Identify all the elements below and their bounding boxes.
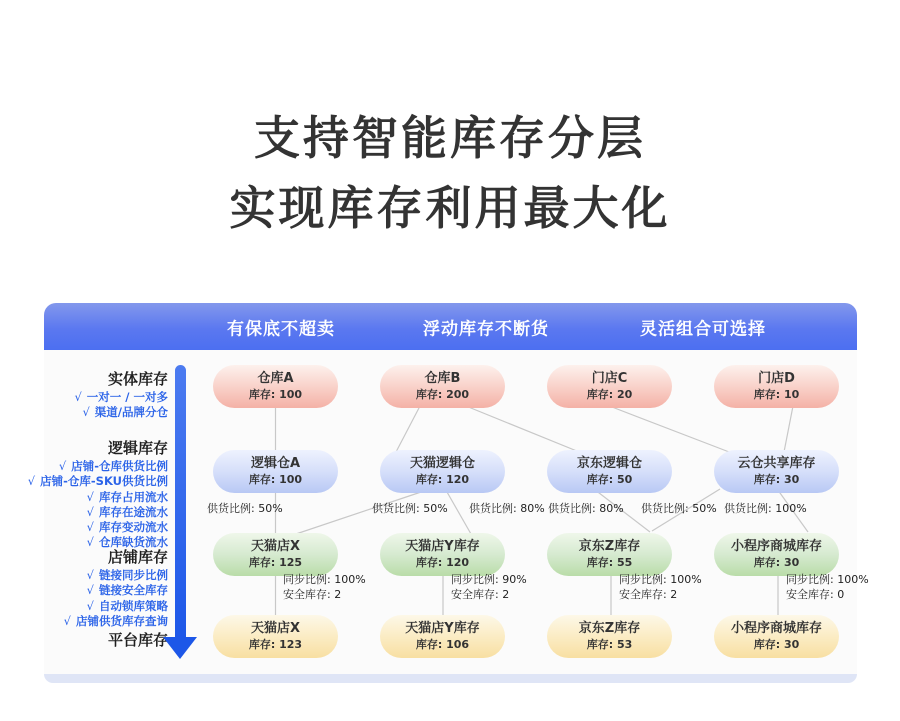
check-icon: √ — [86, 535, 94, 550]
node-platform-jd-z: 京东Z库存 库存: 53 — [547, 615, 672, 658]
sidebar-item: √ 店铺-仓库-SKU供货比例 — [27, 474, 168, 489]
sidebar-item: √ 自动锁库策略 — [86, 598, 168, 613]
check-icon: √ — [86, 489, 94, 504]
sync-ratio-label: 同步比例: 100% 安全库存: 2 — [283, 573, 366, 601]
sync-ratio-label: 同步比例: 100% 安全库存: 0 — [786, 573, 869, 601]
node-warehouse-a: 仓库A 库存: 100 — [213, 365, 338, 408]
sidebar-item: √ 渠道/品牌分仓 — [82, 405, 168, 420]
title-line-2: 实现库存利用最大化 — [229, 181, 671, 235]
check-icon: √ — [27, 474, 36, 489]
stock-value: 库存: 55 — [586, 556, 633, 569]
stock-value: 库存: 100 — [248, 473, 303, 486]
stock-value: 库存: 200 — [415, 388, 470, 401]
node-logical-a: 逻辑仓A 库存: 100 — [213, 450, 338, 493]
node-tmall-shop-y: 天猫店Y库存 库存: 120 — [380, 533, 505, 576]
check-icon: √ — [58, 459, 67, 473]
stock-value: 库存: 20 — [586, 388, 633, 401]
node-tmall-logical: 天猫逻辑仓 库存: 120 — [380, 450, 505, 493]
supply-ratio-label: 供货比例: 50% — [207, 502, 283, 515]
stock-value: 库存: 106 — [415, 638, 470, 651]
stock-value: 库存: 30 — [753, 473, 800, 486]
stock-value: 库存: 120 — [415, 473, 470, 486]
sidebar-item: √ 链接安全库存 — [86, 583, 168, 598]
check-icon: √ — [86, 520, 94, 535]
check-icon: √ — [63, 613, 71, 628]
supply-ratio-label: 供货比例: 80% — [548, 502, 624, 515]
stock-value: 库存: 50 — [586, 473, 633, 486]
supply-ratio-label: 供货比例: 100% — [724, 502, 807, 515]
check-icon: √ — [86, 583, 94, 598]
sidebar-group-shop — [64, 548, 168, 629]
stock-value: 库存: 30 — [753, 556, 800, 569]
node-store-d: 门店D 库存: 10 — [714, 365, 839, 408]
node-platform-tmall-y: 天猫店Y库存 库存: 106 — [380, 615, 505, 658]
sync-ratio-label: 同步比例: 100% 安全库存: 2 — [619, 573, 702, 601]
sidebar-group-logical — [28, 439, 168, 551]
flow-arrow-head-icon — [163, 637, 197, 659]
sidebar-heading-physical: 实体库存 — [107, 370, 168, 388]
check-icon: √ — [82, 405, 90, 420]
sidebar-heading-shop: 店铺库存 — [107, 548, 168, 566]
check-icon: √ — [86, 598, 94, 613]
check-icon: √ — [86, 504, 94, 519]
benefit-label-2: 浮动库存不断货 — [423, 319, 549, 339]
node-warehouse-b: 仓库B 库存: 200 — [380, 365, 505, 408]
node-platform-tmall-x: 天猫店X 库存: 123 — [213, 615, 338, 658]
sidebar-item: √ 库存在途流水 — [86, 504, 168, 519]
sidebar-item: √ 链接同步比例 — [86, 568, 168, 582]
sidebar-group-physical — [74, 370, 168, 421]
stock-value: 库存: 53 — [586, 638, 633, 651]
sidebar-item: √ 仓库缺货流水 — [86, 535, 168, 550]
sync-ratio-label: 同步比例: 90% 安全库存: 2 — [451, 573, 527, 601]
sidebar-group-platform — [108, 631, 168, 651]
flow-arrow-bar — [175, 365, 186, 638]
check-icon: √ — [74, 390, 82, 404]
stock-value: 库存: 10 — [753, 388, 800, 401]
benefit-label-3: 灵活组合可选择 — [640, 319, 766, 339]
sidebar-item: √ 库存占用流水 — [86, 489, 168, 504]
node-jd-z: 京东Z库存 库存: 55 — [547, 533, 672, 576]
node-miniprogram-mall: 小程序商城库存 库存: 30 — [714, 533, 839, 576]
node-store-c: 门店C 库存: 20 — [547, 365, 672, 408]
supply-ratio-label: 供货比例: 50% — [372, 502, 448, 515]
stock-value: 库存: 123 — [248, 638, 303, 651]
supply-ratio-label: 供货比例: 50% — [641, 502, 717, 515]
node-cloud-shared: 云仓共享库存 库存: 30 — [714, 450, 839, 493]
stock-value: 库存: 100 — [248, 388, 303, 401]
sidebar-item: √ 店铺供货库存查询 — [63, 613, 168, 628]
sidebar-item: √ 店铺-仓库供货比例 — [58, 459, 168, 473]
node-tmall-shop-x: 天猫店X 库存: 125 — [213, 533, 338, 576]
benefit-label-1: 有保底不超卖 — [227, 319, 335, 339]
stock-value: 库存: 120 — [415, 556, 470, 569]
check-icon: √ — [86, 568, 94, 582]
sidebar-heading-logical: 逻辑库存 — [107, 439, 168, 457]
title-line-1: 支持智能库存分层 — [254, 111, 646, 165]
sidebar-item: √ 库存变动流水 — [86, 520, 168, 535]
node-platform-miniprogram: 小程序商城库存 库存: 30 — [714, 615, 839, 658]
stock-value: 库存: 125 — [248, 556, 303, 569]
sidebar-item: √ 一对一 / 一对多 — [74, 390, 168, 404]
sidebar-heading-platform: 平台库存 — [107, 631, 168, 649]
stock-value: 库存: 30 — [753, 638, 800, 651]
node-jd-logical: 京东逻辑仓 库存: 50 — [547, 450, 672, 493]
supply-ratio-label: 供货比例: 80% — [469, 502, 545, 515]
